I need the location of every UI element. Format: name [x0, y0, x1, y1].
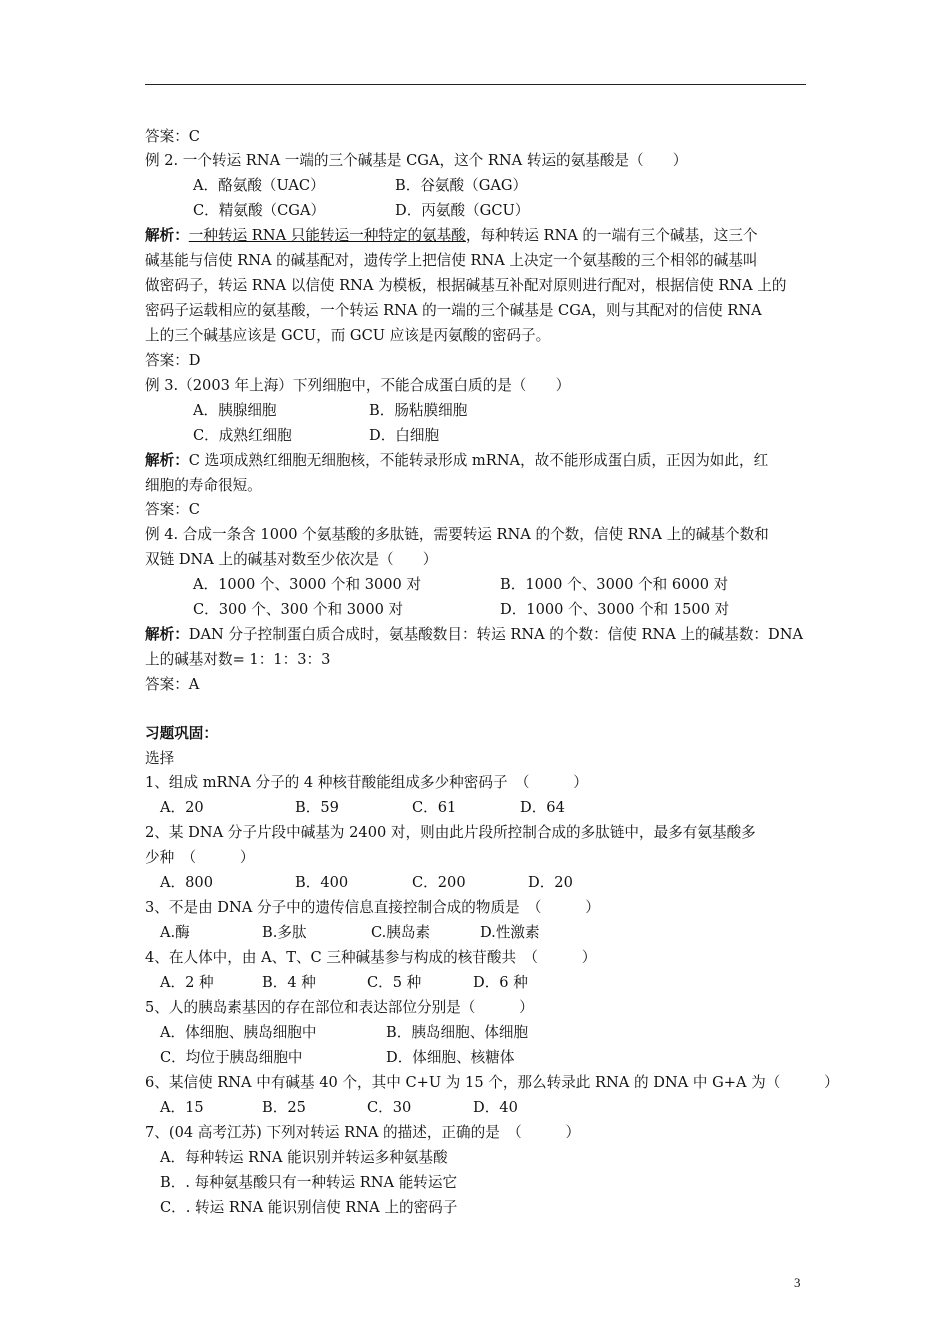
example-3-option-c: C．成熟红细胞 — [193, 427, 292, 444]
example-3-option-a: A．胰腺细胞 — [193, 402, 277, 419]
analysis-label: 解析： — [145, 227, 189, 244]
analysis-text: DAN 分子控制蛋白质合成时，氨基酸数目：转运 RNA 的个数：信使 RNA 上的碱基数：DNA — [188, 626, 804, 643]
question-3-option-b: B.多肽 — [262, 924, 307, 941]
example-4-question-line-1: 例 4. 合成一条含 1000 个氨基酸的多肽链，需要转运 RNA 的个数，信使 RNA 上的碱基个数和 — [145, 526, 769, 543]
question-7-stem: 7、(04 高考江苏) 下列对转运 RNA 的描述，正确的是 （ ） — [145, 1124, 581, 1141]
question-1-option-c: C．61 — [412, 799, 457, 816]
example-3-analysis-line-1 — [145, 451, 768, 471]
question-2-stem-line-2: 少种 （ ） — [145, 849, 255, 866]
question-2-option-a: A．800 — [160, 874, 213, 891]
question-2-option-b: B．400 — [295, 874, 349, 891]
question-6-option-b: B．25 — [262, 1099, 306, 1116]
question-1-stem: 1、组成 mRNA 分子的 4 种核苷酸能组成多少种密码子 （ ） — [145, 774, 588, 791]
analysis-text: C 选项成熟红细胞无细胞核，不能转录形成 mRNA，故不能形成蛋白质，正因为如此，红 — [188, 452, 769, 469]
example-2-analysis-line-1 — [145, 226, 758, 246]
question-4-option-a: A．2 种 — [160, 974, 214, 991]
question-4-option-c: C．5 种 — [367, 974, 422, 991]
example-2-analysis-line-5: 上的三个碱基应该是 GCU，而 GCU 应该是丙氨酸的密码子。 — [145, 327, 551, 344]
example-4-answer: 答案：A — [145, 676, 200, 693]
example-3-question: 例 3.（2003 年上海）下列细胞中，不能合成蛋白质的是（ ） — [145, 377, 571, 394]
example-3-option-d: D．白细胞 — [369, 427, 440, 444]
question-6-option-a: A．15 — [160, 1099, 204, 1116]
example-4-option-b: B．1000 个、3000 个和 6000 对 — [500, 576, 729, 593]
question-3-stem: 3、不是由 DNA 分子中的遗传信息直接控制合成的物质是 （ ） — [145, 899, 600, 916]
question-2-option-d: D．20 — [528, 874, 573, 891]
example-2-analysis-line-4: 密码子运载相应的氨基酸，一个转运 RNA 的一端的三个碱基是 CGA，则与其配对的信使 RNA — [145, 302, 762, 319]
question-7-option-a: A．每种转运 RNA 能识别并转运多种氨基酸 — [160, 1149, 448, 1166]
question-7-option-c: C．. 转运 RNA 能识别信使 RNA 上的密码子 — [160, 1199, 458, 1216]
question-1-option-d: D．64 — [520, 799, 565, 816]
example-2-option-c: C．精氨酸（CGA） — [193, 202, 326, 219]
question-6-option-c: C．30 — [367, 1099, 412, 1116]
example-4-question-line-2: 双链 DNA 上的碱基对数至少依次是（ ） — [145, 551, 438, 568]
example-2-option-a: A．酪氨酸（UAC） — [193, 177, 325, 194]
page-number: 3 — [794, 1275, 801, 1290]
example-2-option-d: D．丙氨酸（GCU） — [395, 202, 530, 219]
analysis-label: 解析： — [145, 452, 189, 469]
question-3-option-c: C.胰岛素 — [371, 924, 431, 941]
example-4-analysis-line-1 — [145, 625, 803, 645]
question-5-stem: 5、人的胰岛素基因的存在部位和表达部位分别是（ ） — [145, 999, 534, 1016]
example-4-option-a: A．1000 个、3000 个和 3000 对 — [193, 576, 422, 593]
question-5-option-b: B．胰岛细胞、体细胞 — [386, 1024, 529, 1041]
question-1-option-b: B．59 — [295, 799, 339, 816]
example-4-analysis-line-2: 上的碱基对数= 1：1：3：3 — [145, 651, 331, 668]
question-7-option-b: B．. 每种氨基酸只有一种转运 RNA 能转运它 — [160, 1174, 458, 1191]
example-2-answer: 答案：D — [145, 352, 201, 369]
example-3-answer: 答案：C — [145, 501, 200, 518]
analysis-text: ，每种转运 RNA 的一端有三个碱基，这三个 — [465, 227, 758, 244]
question-4-stem: 4、在人体中，由 A、T、C 三种碱基参与构成的核苷酸共 （ ） — [145, 949, 597, 966]
example-2-analysis-line-3: 做密码子，转运 RNA 以信使 RNA 为模板，根据碱基互补配对原则进行配对，根据信使 RNA 上的 — [145, 277, 787, 294]
question-4-option-d: D．6 种 — [473, 974, 528, 991]
analysis-label: 解析： — [145, 626, 189, 643]
example-4-option-c: C．300 个、300 个和 3000 对 — [193, 601, 404, 618]
example-2-question: 例 2. 一个转运 RNA 一端的三个碱基是 CGA，这个 RNA 转运的氨基酸是（ ） — [145, 152, 688, 169]
question-5-option-a: A．体细胞、胰岛细胞中 — [160, 1024, 317, 1041]
question-6-option-d: D．40 — [473, 1099, 518, 1116]
exercise-section-title: 习题巩固： — [145, 725, 218, 742]
question-1-option-a: A．20 — [160, 799, 204, 816]
question-2-stem-line-1: 2、某 DNA 分子片段中碱基为 2400 对，则由此片段所控制合成的多肽链中，最多有氨基酸多 — [145, 824, 756, 841]
analysis-underlined: 一种转运 RNA 只能转运一种特定的氨基酸 — [188, 227, 466, 244]
question-6-stem: 6、某信使 RNA 中有碱基 40 个，其中 C+U 为 15 个，那么转录此 RNA 的 DNA 中 G+A 为（ ） — [145, 1074, 839, 1091]
question-3-option-a: A.酶 — [160, 924, 190, 941]
example-3-analysis-line-2: 细胞的寿命很短。 — [145, 477, 262, 494]
answer-1: 答案：C — [145, 128, 200, 145]
question-5-option-c: C．均位于胰岛细胞中 — [160, 1049, 303, 1066]
example-3-option-b: B．肠粘膜细胞 — [369, 402, 468, 419]
header-rule — [145, 84, 806, 85]
question-4-option-b: B．4 种 — [262, 974, 316, 991]
example-2-option-b: B．谷氨酸（GAG） — [395, 177, 528, 194]
question-5-option-d: D．体细胞、核糖体 — [386, 1049, 515, 1066]
example-4-option-d: D．1000 个、3000 个和 1500 对 — [500, 601, 730, 618]
example-2-analysis-line-2: 碱基能与信使 RNA 的碱基配对，遗传学上把信使 RNA 上决定一个氨基酸的三个相邻的碱基叫 — [145, 252, 758, 269]
question-2-option-c: C．200 — [412, 874, 466, 891]
question-3-option-d: D.性激素 — [480, 924, 540, 941]
select-label: 选择 — [145, 750, 175, 767]
